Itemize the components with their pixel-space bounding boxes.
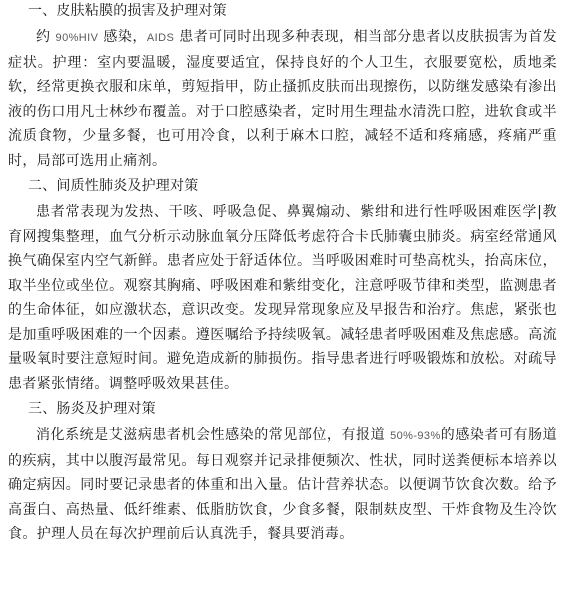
para-text: 的感染者可有肠道的疾病，其中以腹泻最常见。每日观察并记录排便频次、性状，同时送粪便标本培养以确定病因。同时要记录患者的体重和出入量。估计营养状态。以便调节饮食次数。给予高蛋白、高热量、低纤维素、低脂肪饮食，少食多餐，限制麸皮型、干炸食物及生冷饮食。护理人员在每次护理前后认真洗手，餐具要消毒。 [8,427,557,542]
section-paragraph [8,423,557,547]
para-text: 感染， [103,29,147,45]
section-heading: 二、间质性肺炎及护理对策 [28,178,199,194]
section-skin [8,2,557,173]
section-paragraph: 患者常表现为发热、干咳、呼吸急促、鼻翼煽动、紫绀和进行性呼吸困难医学|教育网搜集整理，血气分析示动脉血氧分压降低考虑符合卡氏肺囊虫肺炎。病室经常通风换气确保室内空气新鲜。患者应处于舒适体位。当呼吸困难时可垫高枕头，抬高床位，取半坐位或坐位。观察其胸痛、呼吸困难和紫绀变化，注意呼吸节律和类型，监测患者的生命体征，如应激状态，意识改变。发现异常现象应及早报告和治疗。焦虑，紧张也是加重呼吸困难的一个因素。遵医嘱给予持续吸氧。减轻患者呼吸困难及焦虑感。高流量吸氧时要注意短时间。避免造成新的肺损伤。指导患者进行呼吸锻炼和放松。对疏导患者紧张情绪。调整呼吸效果甚佳。 [8,204,557,392]
para-percent: 90%HIV [55,32,99,44]
para-aids: AIDS [146,32,175,44]
para-text: 约 [36,29,51,45]
section-pneumonia [8,177,557,396]
para-percent: 50%-93% [390,430,441,442]
section-enteritis [8,400,557,547]
para-text: 消化系统是艾滋病患者机会性感染的常见部位，有报道 [36,427,386,443]
section-heading: 三、肠炎及护理对策 [28,401,156,417]
section-paragraph [8,25,557,173]
section-heading: 一、皮肤粘膜的损害及护理对策 [28,3,227,19]
para-text: 患者可同时出现多种表现，相当部分患者以皮肤损害为首发症状。护理：室内要温暖，湿度要适宜，保持良好的个人卫生，衣服要宽松，质地柔软，经常更换衣服和床单，剪短指甲，防止搔抓皮肤而出现擦伤，以防继发感染有渗出液的伤口用凡士林纱布覆盖。对于口腔感染者，定时用生理盐水清洗口腔，进软食或半流质食物，少量多餐，也可用冷食，以利于麻木口腔，减轻不适和疼痛感，疼痛严重时，局部可选用止痛剂。 [8,29,558,169]
